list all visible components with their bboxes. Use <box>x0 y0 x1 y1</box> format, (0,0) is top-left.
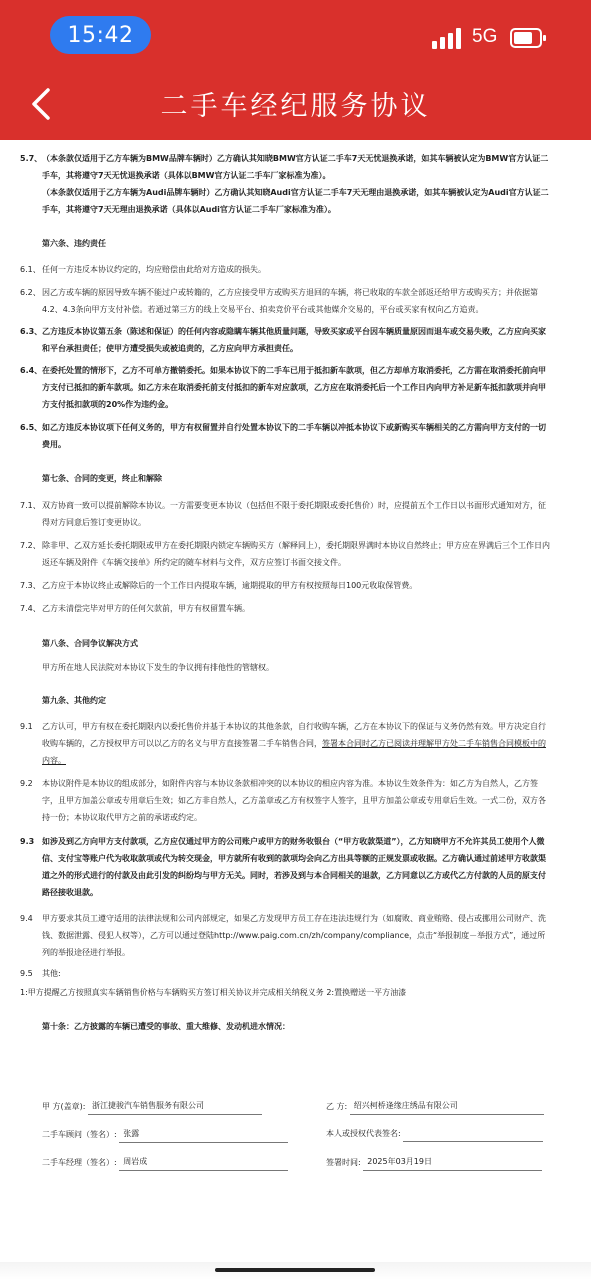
clause-underlined-text: 签署本合同时乙方已阅读并理解甲方处二手车销售合同模板中的内容。 <box>42 739 546 765</box>
party-a-value: 浙江捷骏汽车销售服务有限公司 <box>88 1097 262 1115</box>
clause-text: 乙方违反本协议第五条（陈述和保证）的任何内容或隐瞒车辆其他质量问题，导致买家或平台因车辆质量原因而退车或交易失败，乙方应向买家和平台承担责任；使甲方遭受损失或被追责的，乙方应向甲方承担责任。 <box>42 327 546 353</box>
clause-7-1 <box>20 497 552 531</box>
section-title: 第六条、违约责任 <box>42 239 106 248</box>
clause-5-7 <box>20 150 552 218</box>
rep-row <box>326 1125 543 1142</box>
clause-number: 9.5 <box>20 969 33 978</box>
clause-9-2 <box>20 775 552 826</box>
clause-number: 7.4、 <box>20 604 41 613</box>
advisor-label: 二手车顾问（签名）: <box>42 1130 117 1139</box>
clause-9-5 <box>20 965 552 982</box>
home-indicator[interactable] <box>215 1268 375 1272</box>
section-title: 第九条、其他约定 <box>42 696 106 705</box>
clause-number: 7.1、 <box>20 501 41 510</box>
date-row <box>326 1153 542 1171</box>
clause-text: 本协议附件是本协议的组成部分，如附件内容与本协议条款相冲突的以本协议的相应内容为准。本协议生效条件为：如乙方为自然人，乙方签字，且甲方加盖公章或专用章后生效；如乙方非自然人，乙方盖章或乙方有权签字人签字，且甲方加盖公章或专用章后生效。一式二份，双方各持一份；本协议取代甲方之前的承诺或约定。 <box>42 779 546 822</box>
section-title: 第七条、合同的变更，终止和解除 <box>42 474 162 483</box>
clause-number: 6.3、 <box>20 327 43 336</box>
clause-number: 9.4 <box>20 914 33 923</box>
clause-7-2 <box>20 537 552 571</box>
battery-icon <box>510 28 542 48</box>
section-title: 第八条、合同争议解决方式 <box>42 639 138 648</box>
clause-number: 6.5、 <box>20 423 43 432</box>
clause-number: 9.1 <box>20 722 33 731</box>
clause-number: 9.3 <box>20 837 35 846</box>
clause-9-3 <box>20 833 552 901</box>
date-label: 签署时间: <box>326 1158 361 1167</box>
clause-text: 除非甲、乙双方延长委托期限或甲方在委托期限内锁定车辆购买方（解释同上），委托期限界满时本协议自然终止；甲方应在界满后三个工作日内返还车辆及附件《车辆交接单》所约定的随车材料与文件，双方应签订书面交接文件。 <box>42 541 550 567</box>
clause-text: 甲方要求其员工遵守适用的法律法规和公司内部规定，如果乙方发现甲方员工存在违法违规行为（如腐败、商业贿赂、侵占或挪用公司财产、洗钱、数据泄露、侵犯人权等），乙方可以通过登陆http://www.paig.com.cn/zh/company/compliance，点击“举报制度－举报方式”，通过所列的举报途径进行举报。 <box>42 914 546 957</box>
section-8-text: 甲方所在地人民法院对本协议下发生的争议拥有排他性的管辖权。 <box>42 663 274 672</box>
clause-text: （本条款仅适用于乙方车辆为Audi品牌车辆时）乙方确认其知晓Audi官方认证二手车7天无理由退换承诺，如其车辆被认定为Audi官方认证二手车，其将遵守7天无理由退换承诺（具体以Audi官方认证二手车厂家标准为准）。 <box>42 188 549 214</box>
clause-text: 如乙方违反本协议项下任何义务的，甲方有权留置并自行处置本协议下的二手车辆以冲抵本协议下或新购买车辆相关的乙方需向甲方支付的一切费用。 <box>42 423 546 449</box>
advisor-signature: 张露 <box>119 1125 288 1143</box>
rep-label: 本人或授权代表签名: <box>326 1129 401 1138</box>
clause-number: 6.4、 <box>20 366 43 375</box>
party-b-label: 乙 方: <box>326 1102 348 1111</box>
party-b-row <box>326 1097 544 1115</box>
section-title: 第十条：乙方披露的车辆已遭受的事故、重大维修、发动机进水情况： <box>42 1022 290 1031</box>
signal-icon <box>432 27 464 49</box>
clause-number: 6.2、 <box>20 288 41 297</box>
clause-number: 7.3、 <box>20 581 41 590</box>
manager-label: 二手车经理（签名）: <box>42 1158 117 1167</box>
clause-number: 7.2、 <box>20 541 41 550</box>
clause-6-3 <box>20 323 552 357</box>
party-a-row <box>42 1097 262 1115</box>
advisor-row <box>42 1125 288 1143</box>
clause-number: 9.2 <box>20 779 33 788</box>
clause-text: 如涉及到乙方向甲方支付款项，乙方应仅通过甲方的公司账户或甲方的财务收银台（“甲方收款渠道”），乙方知晓甲方不允许其员工使用个人微信、支付宝等账户代为收取款项或代为转交现金，甲方就所有收到的款项均会向乙方出具等额的正规发票或收据。乙方确认通过前述甲方收款渠道之外的形式进行的付款及由此引发的纠纷均与甲方无关。同时，若涉及到与本合同相关的退款，乙方同意以乙方或代乙方付款的人员的原支付路径接收退款。 <box>42 837 546 897</box>
clause-7-3 <box>20 577 552 594</box>
clause-text: 乙方未清偿完毕对甲方的任何欠款前，甲方有权留置车辆。 <box>42 604 250 613</box>
clause-text: 其他: <box>42 969 61 978</box>
clause-9-5-text: 1:甲方提醒乙方按照真实车辆销售价格与车辆购买方签订相关协议并完成相关纳税义务 2:置换赠送一平方油漆 <box>20 988 407 997</box>
network-type: 5G <box>472 26 498 47</box>
clause-number: 6.1、 <box>20 265 41 274</box>
clause-text: 因乙方或车辆的原因导致车辆不能过户或转籍的，乙方应接受甲方或购买方退回的车辆，将已收取的车款全部返还给甲方或购买方；并依据第4.2、4.3条向甲方支付补偿。若通过第三方的线上交易平台、拍卖竞价平台或其他媒介交易的，平台或买家有权向乙方追责。 <box>42 288 538 314</box>
party-a-label: 甲 方(盖章): <box>42 1102 86 1111</box>
agreement-document[interactable] <box>0 140 591 1280</box>
clause-7-4 <box>20 600 552 617</box>
clause-9-1 <box>20 718 552 769</box>
clause-text: 乙方认可，甲方有权在委托期限内以委托售价并基于本协议的其他条款，自行收购车辆，乙方在本协议下的保证与义务仍然有效。甲方决定自行收购车辆的，乙方授权甲方可以以乙方的名义与甲方直接签署二手车销售合同， <box>42 722 546 748</box>
clause-text: 乙方应于本协议终止或解除后的一个工作日内提取车辆，逾期提取的甲方有权按照每日100元收取保管费。 <box>42 581 418 590</box>
clause-text: 双方协商一致可以提前解除本协议。一方需要变更本协议（包括但不限于委托期限或委托售价）时，应提前五个工作日以书面形式通知对方，征得对方同意后签订变更协议。 <box>42 501 546 527</box>
sign-date: 2025年03月19日 <box>363 1153 542 1171</box>
clause-6-4 <box>20 362 552 413</box>
clause-6-5 <box>20 419 552 453</box>
clause-6-2 <box>20 284 552 318</box>
header-bar <box>0 68 591 140</box>
status-time: 15:42 <box>50 16 151 54</box>
manager-signature: 周岩成 <box>119 1153 288 1171</box>
clause-text: 在委托处置的情形下，乙方不可单方撤销委托。如果本协议下的二手车已用于抵扣新车款项，但乙方却单方取消委托，乙方需在取消委托前向甲方支付已抵扣的新车款项。如乙方未在取消委托前支付抵扣的新车对应款项，乙方应在取消委托后一个工作日内向甲方补足新车抵扣款项并向甲方支付抵扣款项的20%作为违约金。 <box>42 366 546 409</box>
party-b-value: 绍兴柯桥逢缘庄绣品有限公司 <box>350 1097 544 1115</box>
clause-9-4 <box>20 910 552 961</box>
clause-6-1 <box>20 261 552 278</box>
clause-text: （本条款仅适用于乙方车辆为BMW品牌车辆时）乙方确认其知晓BMW官方认证二手车7天无忧退换承诺，如其车辆被认定为BMW官方认证二手车，其将遵守7天无忧退换承诺（具体以BMW官方认证二手车厂家标准为准）。 <box>42 154 549 180</box>
clause-number: 5.7、 <box>20 154 43 163</box>
status-bar <box>0 0 591 68</box>
manager-row <box>42 1153 288 1171</box>
rep-signature <box>403 1129 543 1142</box>
clause-text: 任何一方违反本协议约定的，均应赔偿由此给对方造成的损失。 <box>42 265 266 274</box>
page-title: 二手车经纪服务协议 <box>160 91 431 122</box>
